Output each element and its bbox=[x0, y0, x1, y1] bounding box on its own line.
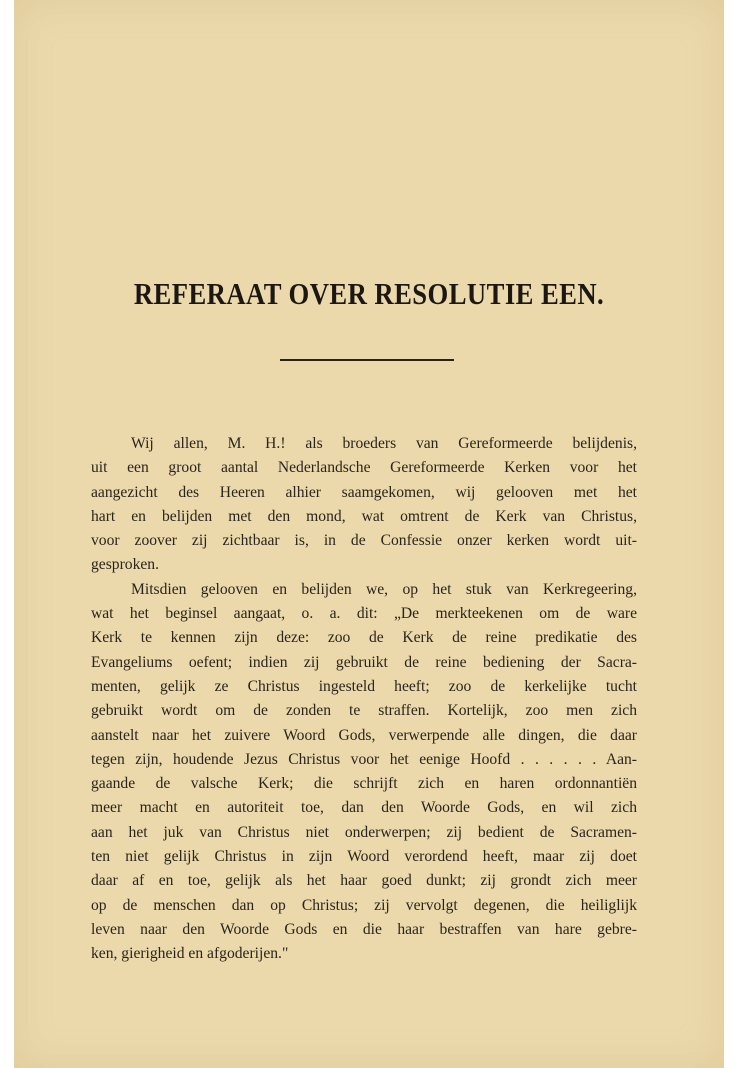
text-line: aangezicht des Heeren alhier saamgekomen, wij gelooven met het bbox=[91, 483, 637, 501]
title-divider bbox=[280, 359, 454, 361]
text-line: meer macht en autoriteit toe, dan den Woorde Gods, en wil zich bbox=[91, 799, 637, 817]
text-line: wat het beginsel aangaat, o. a. dit: „De merkteekenen om de ware bbox=[91, 605, 637, 623]
text-line: uit een groot aantal Nederlandsche Gereformeerde Kerken voor het bbox=[91, 459, 637, 477]
text-line: voor zoover zij zichtbaar is, in de Confessie onzer kerken wordt uit- bbox=[91, 532, 637, 550]
text-line: menten, gelijk ze Christus ingesteld heeft; zoo de kerkelijke tucht bbox=[91, 677, 637, 695]
text-line: Wij allen, M. H.! als broeders van Gereformeerde belijdenis, bbox=[131, 435, 637, 452]
text-line: ten niet gelijk Christus in zijn Woord verordend heeft, maar zij doet bbox=[91, 848, 637, 866]
paragraph-1 bbox=[91, 432, 637, 578]
text-line: tegen zijn, houdende Jezus Christus voor het eenige Hoofd . . . . . . Aan- bbox=[91, 750, 637, 768]
page-title: REFERAAT OVER RESOLUTIE EEN. bbox=[133, 276, 605, 311]
text-line: daar af en toe, gelijk als het haar goed dunkt; zij grondt zich meer bbox=[91, 872, 637, 890]
text-line: ken, gierigheid en afgoderijen." bbox=[91, 945, 289, 963]
text-line: Mitsdien gelooven en belijden we, op het stuk van Kerkregeering, bbox=[131, 580, 637, 598]
text-line: aan het juk van Christus niet onderwerpen; zij bedient de Sacramen- bbox=[91, 823, 637, 841]
paragraph-2 bbox=[91, 578, 637, 967]
body-text bbox=[91, 432, 637, 967]
text-line: gebruikt wordt om de zonden te straffen. Kortelijk, zoo men zich bbox=[91, 702, 637, 720]
text-line: leven naar den Woorde Gods en die haar bestraffen van hare gebre- bbox=[91, 920, 637, 938]
text-line: hart en belijden met den mond, wat omtrent de Kerk van Christus, bbox=[91, 507, 637, 525]
text-line: aanstelt naar het zuivere Woord Gods, verwerpende alle dingen, die daar bbox=[91, 726, 637, 744]
text-line: Evangeliums oefent; indien zij gebruikt de reine bediening der Sacra- bbox=[91, 653, 637, 671]
text-line: gesproken. bbox=[91, 556, 159, 574]
text-line: Kerk te kennen zijn deze: zoo de Kerk de reine predikatie des bbox=[91, 629, 637, 647]
text-line: gaande de valsche Kerk; die schrijft zich en haren ordonnantiën bbox=[91, 775, 637, 793]
text-line: op de menschen dan op Christus; zij vervolgt degenen, die heiliglijk bbox=[91, 896, 637, 914]
